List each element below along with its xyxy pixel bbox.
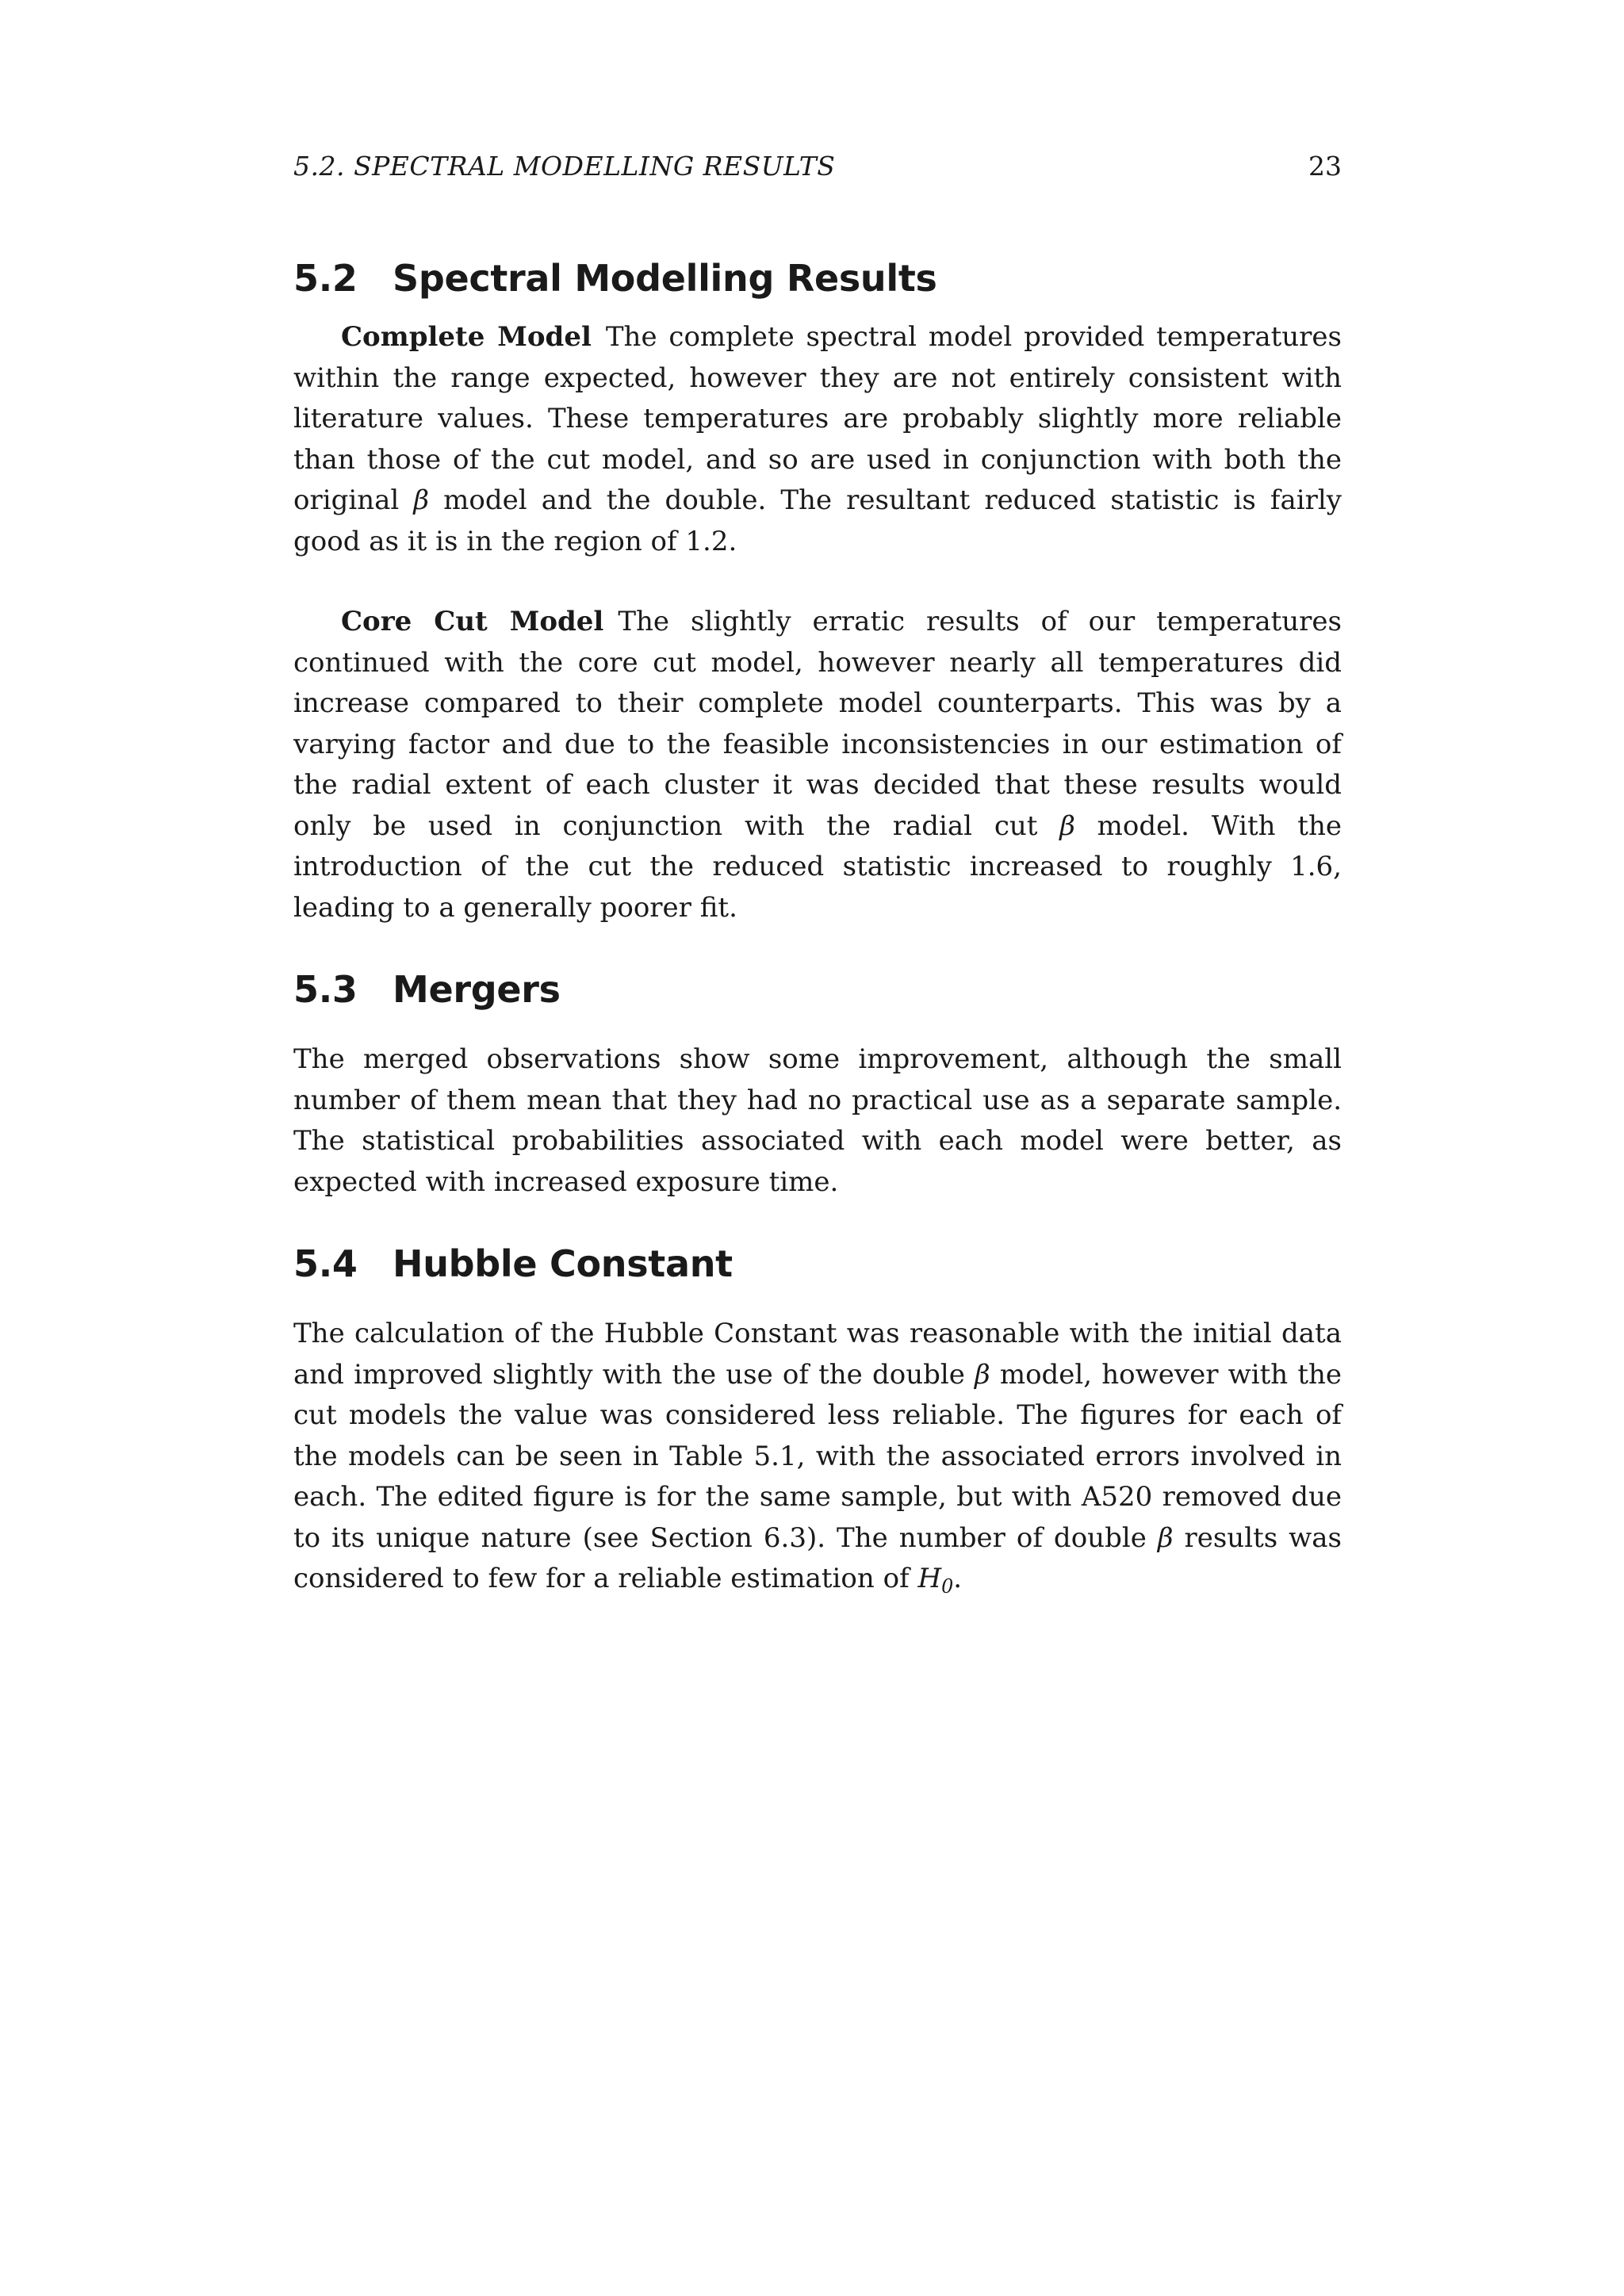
beta-symbol: β: [1157, 1521, 1174, 1554]
beta-symbol: β: [413, 484, 430, 516]
running-header: [293, 151, 1342, 190]
paragraph-text: The slightly erratic results of our temperatures continued with the core cut model, however nearly all temperatures did increase compared to their complete model counterparts. This was by a varying factor and due to the feasible inconsistencies in our estimation of the radial extent of each cluster it was decided that these results would only be used in conjunction with the radial cut: [293, 606, 1342, 842]
section-number: 5.2: [293, 257, 358, 300]
paragraph-text: model, however with the cut models the value was considered less reliable. The figures for each of the models can be seen in Table 5.1, with the associated errors involved in each. The edited figure is for the same sample, but with A520 removed due to its unique nature (see Section 6.3). The number of double: [293, 1358, 1342, 1554]
paragraph-complete-model: [293, 317, 1342, 562]
section-number: 5.3: [293, 968, 358, 1011]
paragraph-text: model and the double. The resultant reduced statistic is fairly good as it is in the region of 1.2.: [293, 484, 1342, 557]
paragraph-text: .: [953, 1563, 963, 1594]
beta-symbol: β: [975, 1358, 990, 1391]
section-heading-spectral-modelling: [293, 257, 1342, 300]
hubble-constant-symbol: [917, 1563, 954, 1598]
paragraph-text: The calculation of the Hubble Constant was reasonable with the initial data and improved slightly with the use of the double: [293, 1318, 1342, 1391]
running-title: 5.2. SPECTRAL MODELLING RESULTS: [293, 151, 836, 182]
page-number: 23: [1308, 151, 1342, 182]
section-heading-hubble-constant: [293, 1242, 1342, 1285]
paragraph-mergers: The merged observations show some improvement, although the small number of them mean that they had no practical use as a separate sample. The statistical probabilities associated with each model were better, as expected with increased exposure time.: [293, 1043, 1342, 1198]
document-page: [293, 151, 1342, 1600]
paragraph-text: model. With the introduction of the cut the reduced statistic increased to roughly 1.6, leading to a generally poorer fit.: [293, 809, 1342, 924]
hubble-symbol-letter: H: [917, 1563, 942, 1594]
section-title: Spectral Modelling Results: [393, 257, 937, 300]
paragraph-text: The complete spectral model provided temperatures within the range expected, however they are not entirely consistent with literature values. These temperatures are probably slightly more reliable than those of the cut model, and so are used in conjunction with both the original: [293, 321, 1342, 516]
section-title: Mergers: [393, 968, 561, 1011]
hubble-symbol-subscript: 0: [941, 1575, 954, 1598]
paragraph-text: results was considered to few for a reliable estimation of: [293, 1521, 1342, 1594]
section-title: Hubble Constant: [393, 1242, 733, 1285]
section-number: 5.4: [293, 1242, 358, 1285]
paragraph-core-cut-model: [293, 602, 1342, 928]
paragraph-heading: Complete Model: [341, 321, 592, 353]
paragraph-heading: Core Cut Model: [341, 606, 604, 637]
section-heading-mergers: [293, 968, 1342, 1011]
paragraph-hubble-constant: [293, 1314, 1342, 1600]
beta-symbol: β: [1059, 809, 1075, 842]
